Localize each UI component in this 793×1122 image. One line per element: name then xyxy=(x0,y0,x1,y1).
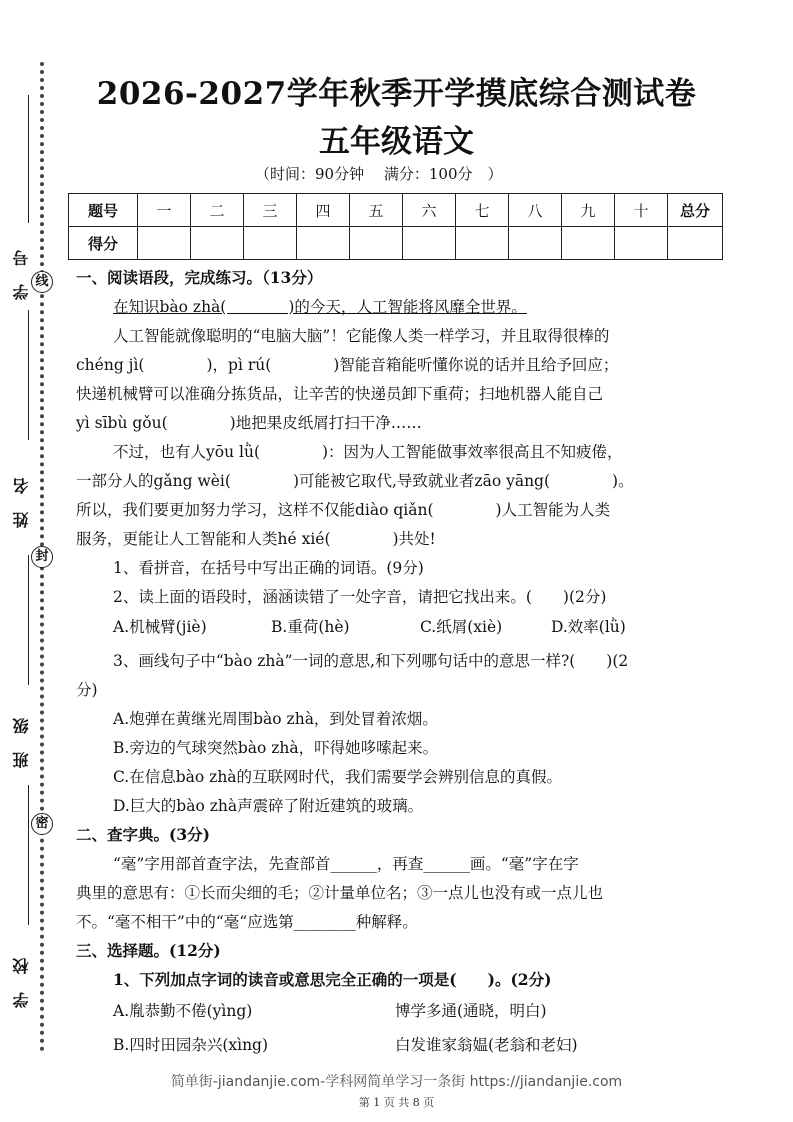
option-c: C.纸屑(xiè) xyxy=(420,618,503,636)
option-a-left: A.胤恭勤不倦(yìng) xyxy=(113,1002,253,1020)
score-cell: 七 xyxy=(456,194,509,227)
score-input-cell[interactable] xyxy=(297,227,350,260)
passage-line: 所以，我们要更加努力学习，这样不仅能diào qiǎn( )人工智能为人类 xyxy=(76,501,611,519)
question-1-3: 3、画线句子中“bào zhà”一词的意思,和下列哪句话中的意思一样?( )(2 xyxy=(113,652,629,670)
margin-label-student-id: 学号 xyxy=(12,232,31,300)
option-c: C.在信息bào zhà的互联网时代，我们需要学会辨别信息的真假。 xyxy=(113,768,563,786)
passage-line: chéng jì( )，pì rú( )智能音箱能听懂你说的话并且给予回应； xyxy=(76,356,619,374)
margin-label-school: 学校 xyxy=(12,940,31,1008)
passage-line: 不过，也有人yōu lǜ( )：因为人工智能做事效率很高且不知疲倦， xyxy=(113,443,623,461)
score-table xyxy=(68,193,723,260)
score-input-cell[interactable] xyxy=(456,227,509,260)
score-table-score-row xyxy=(69,227,723,260)
footer-watermark: 简单街-jiandanjie.com-学科网简单学习一条街 https://jiandanjie.com xyxy=(170,1074,623,1090)
score-cell: 二 xyxy=(191,194,244,227)
option-d: D.效率(lǜ) xyxy=(551,618,626,636)
score-input-cell[interactable] xyxy=(615,227,668,260)
passage-line: 一部分人的gǎng wèi( )可能被它取代,导致就业者zāo yāng( )。 xyxy=(76,472,634,490)
section3-heading: 三、选择题。(12分) xyxy=(76,941,221,960)
option-b-right: 白发谁家翁媪(老翁和老妇) xyxy=(395,1036,578,1054)
score-input-cell[interactable] xyxy=(562,227,615,260)
score-cell: 八 xyxy=(509,194,562,227)
score-input-cell[interactable] xyxy=(403,227,456,260)
option-d: D.巨大的bào zhà声震碎了附近建筑的玻璃。 xyxy=(113,797,424,815)
margin-rule xyxy=(28,555,29,685)
exam-title: 2026-2027学年秋季开学摸底综合测试卷 xyxy=(96,76,697,112)
question-1-2: 2、读上面的语段时，涵涵读错了一处字音，请把它找出来。( )(2分) xyxy=(113,588,607,606)
margin-label-class: 班级 xyxy=(12,700,31,768)
option-a: A.炮弹在黄继光周围bào zhà，到处冒着浓烟。 xyxy=(113,710,438,728)
score-cell: 题号 xyxy=(69,194,138,227)
score-input-cell[interactable] xyxy=(668,227,723,260)
seal-char-seal: 封 xyxy=(31,546,53,568)
question-1-1: 1、看拼音，在括号中写出正确的词语。(9分) xyxy=(113,559,424,577)
score-cell: 总分 xyxy=(668,194,723,227)
passage-line: 快递机械臂可以准确分拣货品，让辛苦的快递员卸下重荷；扫地机器人能自己 xyxy=(76,385,604,403)
option-a: A.机械臂(jiè) xyxy=(113,618,207,636)
score-cell: 四 xyxy=(297,194,350,227)
score-input-cell[interactable] xyxy=(138,227,191,260)
dictionary-line: 典里的意思有：①长而尖细的毛；②计量单位名；③一点儿也没有或一点儿也 xyxy=(76,884,604,902)
score-input-cell[interactable] xyxy=(191,227,244,260)
option-b: B.重荷(hè) xyxy=(271,618,350,636)
seal-char-line: 线 xyxy=(31,271,53,293)
question-1-3-cont: 分) xyxy=(76,681,98,699)
passage-underlined-sentence: 在知识bào zhà( )的今天，人工智能将风靡全世界。 xyxy=(113,298,527,316)
option-a-right: 博学多通(通晓，明白) xyxy=(395,1002,547,1020)
dictionary-line: 不。“毫不相干”中的“毫“应选第________种解释。 xyxy=(76,913,418,931)
option-b: B.旁边的气球突然bào zhà，吓得她哆嗦起来。 xyxy=(113,739,439,757)
score-input-cell[interactable] xyxy=(509,227,562,260)
question-3-1: 1、下列加点字词的读音或意思完全正确的一项是( )。(2分) xyxy=(113,970,552,989)
section2-heading: 二、查字典。(3分) xyxy=(76,825,210,844)
seal-char-secret: 密 xyxy=(31,813,53,835)
score-cell: 六 xyxy=(403,194,456,227)
page-number: 第 1 页 共 8 页 xyxy=(358,1096,435,1109)
score-input-cell[interactable] xyxy=(244,227,297,260)
score-table-header-row xyxy=(69,194,723,227)
passage-line: 人工智能就像聪明的“电脑大脑”！它能像人类一样学习，并且取得很棒的 xyxy=(113,327,610,345)
score-cell: 一 xyxy=(138,194,191,227)
exam-subtitle: 五年级语文 xyxy=(319,124,474,160)
margin-rule xyxy=(28,785,29,925)
dictionary-line: “毫”字用部首查字法，先查部首______，再查______画。“毫”字在字 xyxy=(113,855,579,873)
score-cell: 十 xyxy=(615,194,668,227)
margin-rule xyxy=(28,310,29,440)
score-cell: 五 xyxy=(350,194,403,227)
margin-label-name: 姓名 xyxy=(12,460,31,528)
score-input-cell[interactable] xyxy=(350,227,403,260)
score-cell: 得分 xyxy=(69,227,138,260)
passage-line: yì sībù gǒu( )地把果皮纸屑打扫干净…… xyxy=(76,414,422,432)
passage-line: 服务，更能让人工智能和人类hé xié( )共处! xyxy=(76,530,436,548)
score-cell: 九 xyxy=(562,194,615,227)
score-cell: 三 xyxy=(244,194,297,227)
exam-meta: （时间：90分钟 满分：100分 ） xyxy=(255,165,503,183)
option-b-left: B.四时田园杂兴(xìng) xyxy=(113,1036,269,1054)
section1-heading: 一、阅读语段，完成练习。（13分） xyxy=(76,268,323,287)
